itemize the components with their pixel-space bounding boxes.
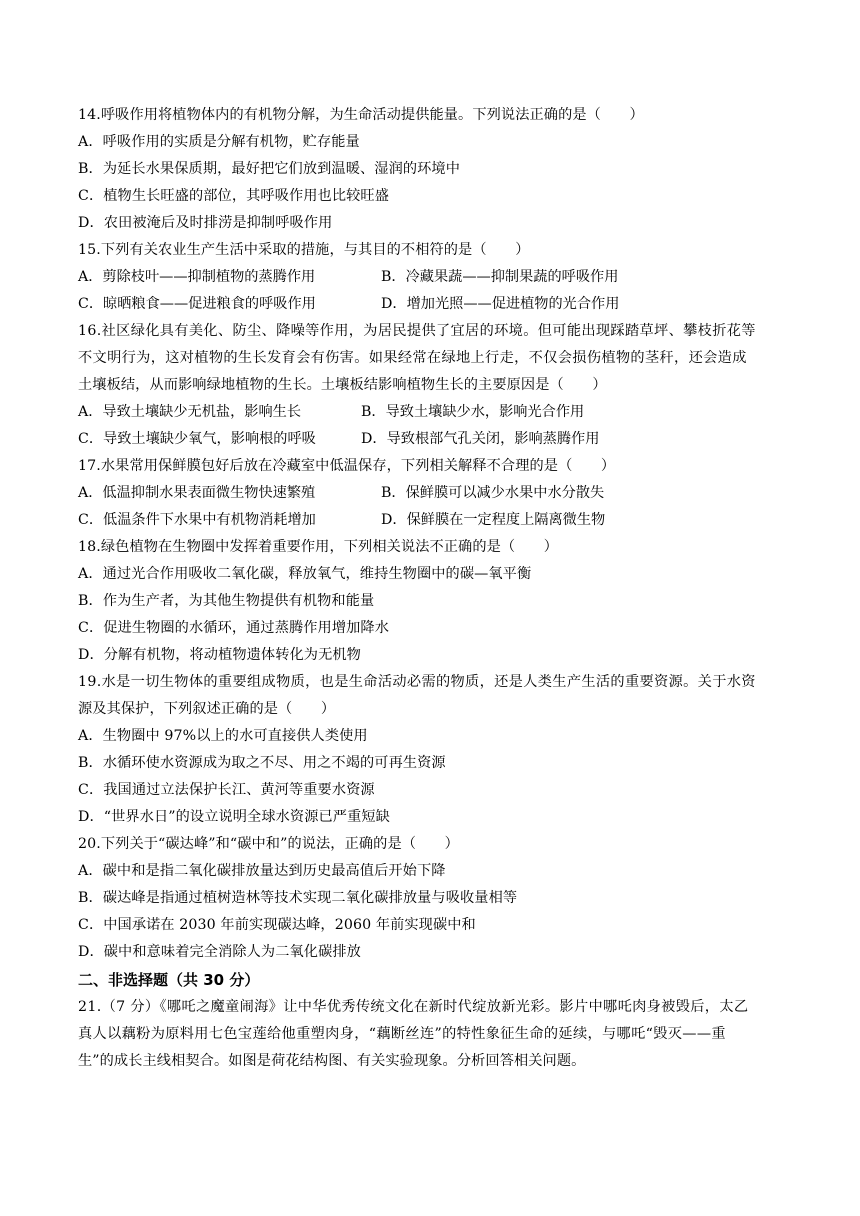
q19-stem-line-1: 19.水是一切生物体的重要组成物质，也是生命活动必需的物质，还是人类生产生活的重要资源。关于水资	[78, 674, 756, 690]
q19-option-b: B．水循环使水资源成为取之不尽、用之不竭的可再生资源	[78, 755, 446, 771]
q20-option-d: D．碳中和意味着完全消除人为二氧化碳排放	[78, 944, 361, 960]
q14-option-d: D．农田被淹后及时排涝是抑制呼吸作用	[78, 215, 333, 231]
q14-option-a: A．呼吸作用的实质是分解有机物，贮存能量	[78, 134, 360, 150]
q16-option-c: C．导致土壤缺少氧气，影响根的呼吸	[78, 431, 316, 447]
q16-option-b: B．导致土壤缺少水，影响光合作用	[361, 404, 585, 420]
q14-option-c: C．植物生长旺盛的部位，其呼吸作用也比较旺盛	[78, 188, 389, 204]
q21-line-2: 真人以藕粉为原料用七色宝莲给他重塑肉身，“藕断丝连”的特性象征生命的延续，与哪吒“毁灭——重	[78, 1026, 726, 1042]
q18-option-d: D．分解有机物，将动植物遗体转化为无机物	[78, 647, 361, 663]
q19-option-d: D．“世界水日”的设立说明全球水资源已严重短缺	[78, 809, 390, 825]
q15-options-row-1	[78, 267, 778, 287]
section-heading: 二、非选择题（共 30 分）	[78, 971, 260, 989]
q17-options-row-2	[78, 510, 778, 530]
q15-stem: 15.下列有关农业生产生活中采取的措施，与其目的不相符的是（ ）	[78, 242, 530, 258]
q21-line-3: 生”的成长主线相契合。如图是荷花结构图、有关实验现象。分析回答相关问题。	[78, 1053, 586, 1069]
q17-option-a: A．低温抑制水果表面微生物快速繁殖	[78, 485, 316, 501]
q16-stem-line-2: 不文明行为，这对植物的生长发育会有伤害。如果经常在绿地上行走，不仅会损伤植物的茎秆，还会造成	[78, 350, 747, 366]
q20-stem: 20.下列关于“碳达峰”和“碳中和”的说法，正确的是（ ）	[78, 836, 459, 852]
q19-stem-line-2: 源及其保护，下列叙述正确的是（ ）	[78, 701, 336, 717]
q18-stem: 18.绿色植物在生物圈中发挥着重要作用，下列相关说法不正确的是（ ）	[78, 539, 559, 555]
q16-options-row-1	[78, 402, 778, 422]
q20-option-c: C．中国承诺在 2030 年前实现碳达峰，2060 年前实现碳中和	[78, 917, 476, 933]
q14-option-b: B．为延长水果保质期，最好把它们放到温暖、湿润的环境中	[78, 161, 461, 177]
q17-option-d: D．保鲜膜在一定程度上隔离微生物	[381, 512, 606, 528]
q16-stem-line-3: 土壤板结，从而影响绿地植物的生长。土壤板结影响植物生长的主要原因是（ ）	[78, 377, 607, 393]
q17-options-row-1	[78, 483, 778, 503]
q15-option-d: D．增加光照——促进植物的光合作用	[381, 296, 620, 312]
q15-option-c: C．晾晒粮食——促进粮食的呼吸作用	[78, 296, 316, 312]
q17-stem: 17.水果常用保鲜膜包好后放在冷藏室中低温保存，下列相关解释不合理的是（ ）	[78, 458, 616, 474]
q20-option-a: A．碳中和是指二氧化碳排放量达到历史最高值后开始下降	[78, 863, 446, 879]
q15-option-a: A．剪除枝叶——抑制植物的蒸腾作用	[78, 269, 316, 285]
q17-option-b: B．保鲜膜可以减少水果中水分散失	[381, 485, 605, 501]
q19-option-c: C．我国通过立法保护长江、黄河等重要水资源	[78, 782, 375, 798]
q18-option-a: A．通过光合作用吸收二氧化碳，释放氧气，维持生物圈中的碳—氧平衡	[78, 566, 532, 582]
q17-option-c: C．低温条件下水果中有机物消耗增加	[78, 512, 316, 528]
q16-option-d: D．导致根部气孔关闭，影响蒸腾作用	[361, 431, 600, 447]
q18-option-c: C．促进生物圈的水循环，通过蒸腾作用增加降水	[78, 620, 389, 636]
q16-option-a: A．导致土壤缺少无机盐，影响生长	[78, 404, 302, 420]
q18-option-b: B．作为生产者，为其他生物提供有机物和能量	[78, 593, 375, 609]
q16-stem-line-1: 16.社区绿化具有美化、防尘、降噪等作用，为居民提供了宜居的环境。但可能出现踩踏草坪、攀枝折花等	[78, 323, 756, 339]
q15-option-b: B．冷藏果蔬——抑制果蔬的呼吸作用	[381, 269, 619, 285]
q15-options-row-2	[78, 294, 778, 314]
q21-line-1: 21.（7 分）《哪吒之魔童闹海》让中华优秀传统文化在新时代绽放新光彩。影片中哪吒肉身被毁后，太乙	[78, 999, 749, 1015]
q19-option-a: A．生物圈中 97%以上的水可直接供人类使用	[78, 728, 368, 744]
q16-options-row-2	[78, 429, 778, 449]
q20-option-b: B．碳达峰是指通过植树造林等技术实现二氧化碳排放量与吸收量相等	[78, 890, 518, 906]
q14-stem: 14.呼吸作用将植物体内的有机物分解，为生命活动提供能量。下列说法正确的是（ ）	[78, 107, 644, 123]
